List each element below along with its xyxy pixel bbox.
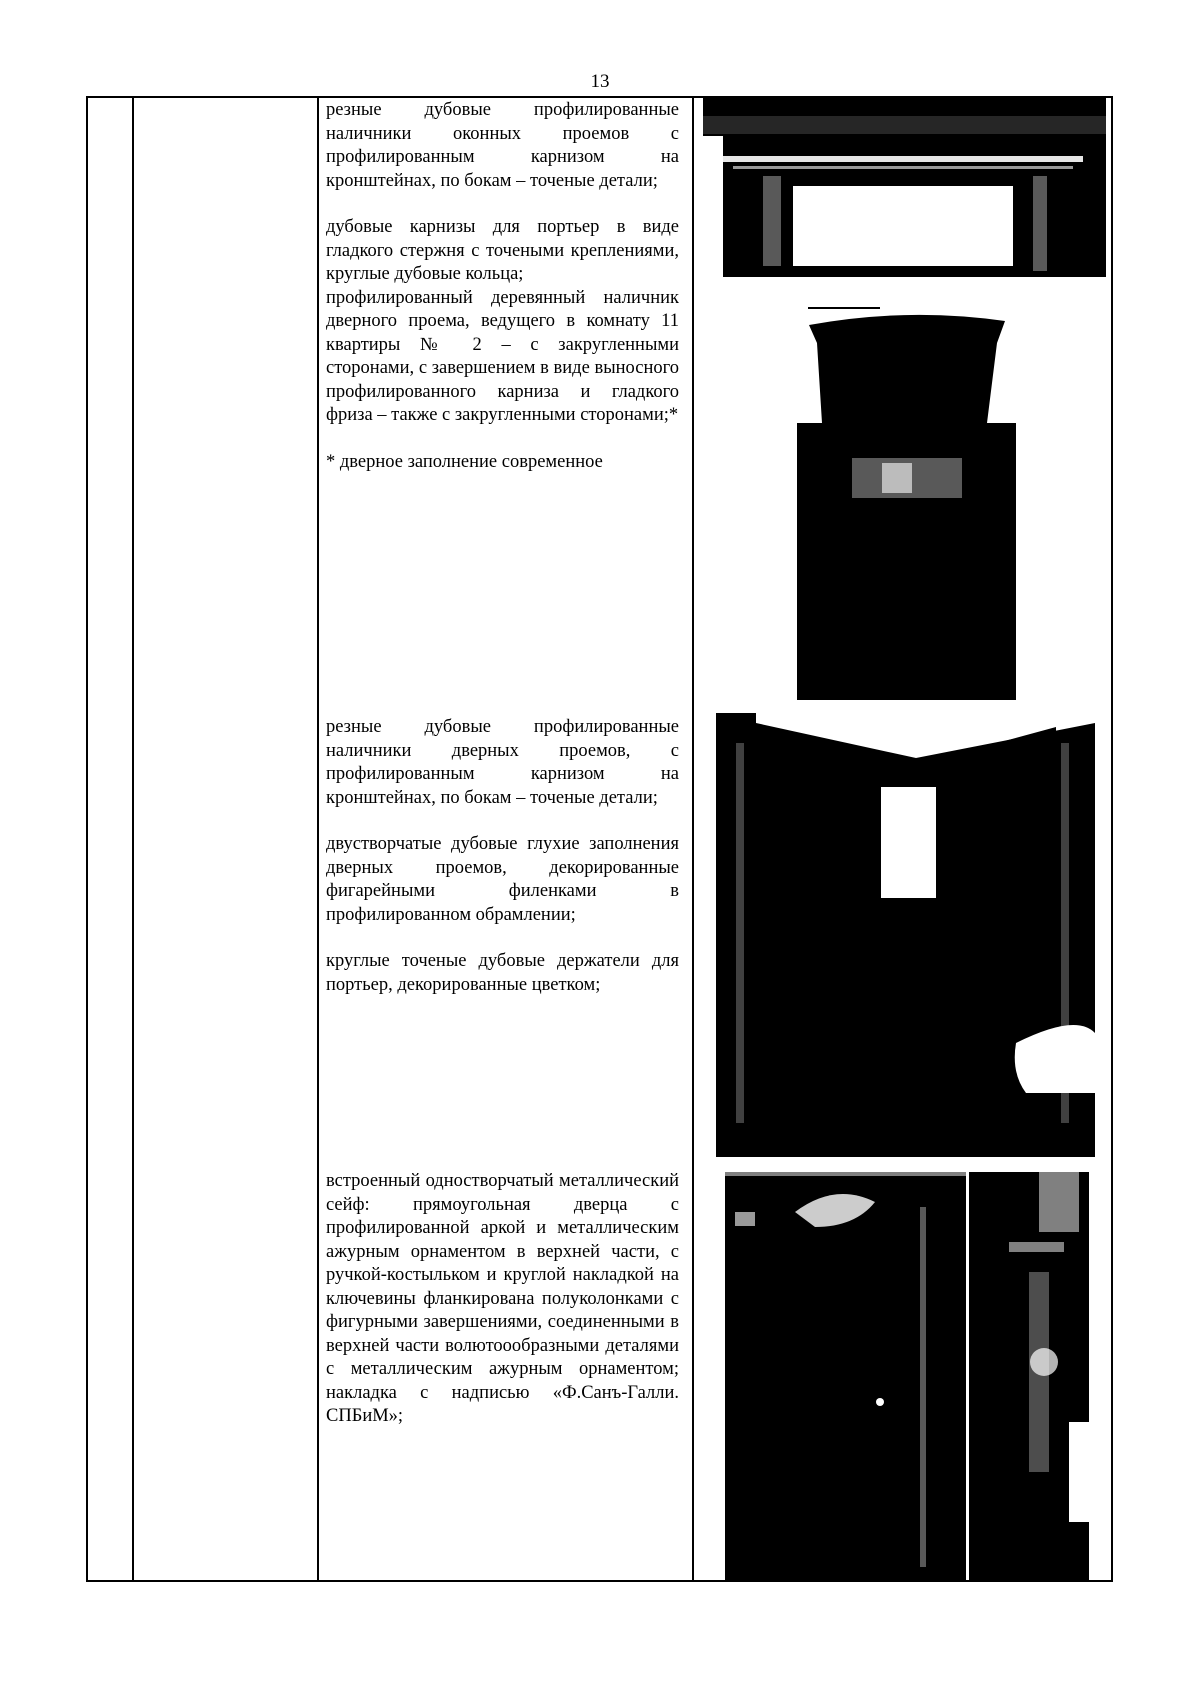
paragraph-safe: встроенный одностворчатый металлический сейф: прямоугольная дверца с профилированной аркой и металлическим ажурным орнаментом в верхней части, с ручкой-костыльком и круглой накладкой на ключевины фланкирована полуколонками с фигурными завершениями, соединенными в верхней части волютоообразными деталями с металлическим ажурным орнаментом; накладка с надписью «Ф.Санъ-Галли. СПБиМ»; xyxy=(326,1171,679,1426)
paragraph-door-casing: профилированный деревянный наличник дверного проема, ведущего в комнату 11 квартиры № 2 – с закругленными сторонами, с завершением в виде выносного профилированного карниза и гладкого фриза – также с закругленными сторонами;* xyxy=(326,287,679,425)
page-number: 13 xyxy=(590,71,610,92)
paragraph-curtain-holders: круглые точеные дубовые держатели для портьер, декорированные цветком; xyxy=(326,951,679,995)
column-divider-2 xyxy=(317,96,319,1582)
column-divider-1 xyxy=(132,96,134,1582)
paragraph-door-casings: резные дубовые профилированные наличники дверных проемов, с профилированным карнизом на кронштейнах, по бокам – точеные детали; xyxy=(326,717,679,808)
column-divider-3 xyxy=(692,96,694,1582)
description-cell-1 xyxy=(326,99,679,497)
photo-safe-detail xyxy=(969,1172,1089,1580)
photo-door-casing xyxy=(797,313,1016,700)
photo-window-casing xyxy=(703,96,1106,277)
description-cell-2 xyxy=(326,716,679,1020)
photo-double-doors xyxy=(716,713,1095,1157)
paragraph-footnote: * дверное заполнение современное xyxy=(326,451,603,472)
paragraph-curtain-rods: дубовые карнизы для портьер в виде гладкого стержня с точеными креплениями, круглые дубовые кольца; xyxy=(326,217,679,284)
paragraph-double-doors: двустворчатые дубовые глухие заполнения дверных проемов, декорированные фигарейными филенками в профилированном обрамлении; xyxy=(326,834,679,925)
paragraph-window-casings: резные дубовые профилированные наличники оконных проемов с профилированным карнизом на кронштейнах, по бокам – точеные детали; xyxy=(326,100,679,191)
photo-safe-front xyxy=(725,1172,966,1580)
description-cell-3 xyxy=(326,1170,679,1452)
photo-caption-line xyxy=(808,307,880,309)
